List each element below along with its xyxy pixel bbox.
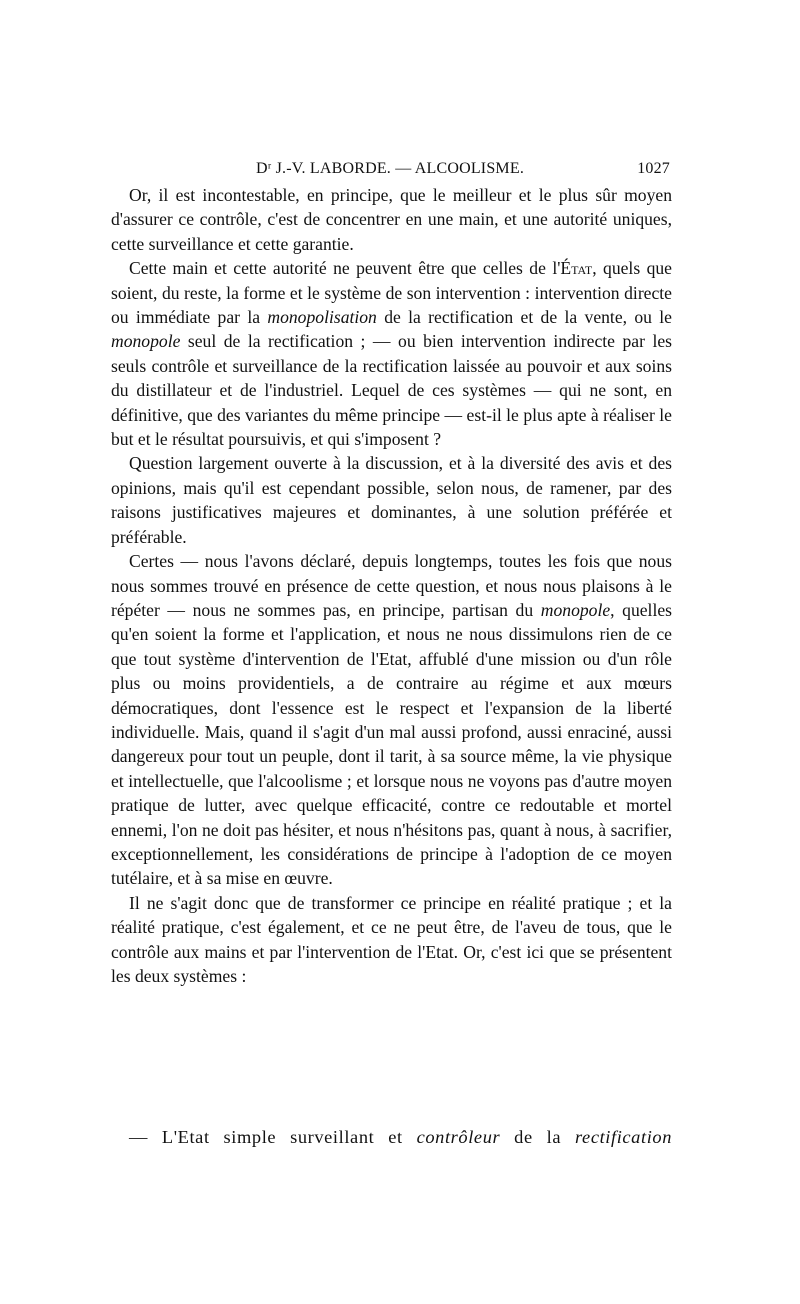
paragraph-2 bbox=[111, 256, 672, 451]
emphasis-monopolisation: monopolisation bbox=[267, 307, 377, 328]
paragraph-4 bbox=[111, 549, 672, 891]
paragraph-2-part-3: de la rectification et de la vente, ou le bbox=[376, 307, 672, 328]
paragraph-2-part-1: Cette main et cette autorité ne peuvent être que celles de l' bbox=[129, 258, 561, 279]
paragraph-4-part-2: , quelles qu'en soient la forme et l'application, et nous ne nous dissimulons rien de ce que tout système d'intervention de l'Etat, affublé d'une mission ou d'un rôle plus ou moins providentiels, a de contraire au régime et aux mœurs démocratiques, dont l'essence est le respect et l'expansion de la liberté individuelle. Mais, quand il s'agit d'un mal aussi profond, aussi enraciné, aussi dangereux pour tout un peuple, dont il tarit, à sa source même, la vie physique et intellectuelle, que l'alcoolisme ; et lorsque nous ne voyons pas d'autre moyen pratique de lutter, avec quelque efficacité, contre ce redoutable et mortel ennemi, l'on ne doit pas hésiter, et nous n'hésitons pas, quant à nous, à sacrifier, exceptionnellement, les considérations de principe à l'adoption de ce moyen tutélaire, et à sa mise en œuvre. bbox=[111, 599, 672, 889]
closing-line bbox=[111, 1124, 672, 1150]
closing-part-1: — L'Etat simple surveillant et bbox=[129, 1127, 417, 1147]
emphasis-controleur: contrôleur bbox=[416, 1127, 501, 1147]
body-text bbox=[111, 183, 672, 988]
paragraph-3: Question largement ouverte à la discussion, et à la diversité des avis et des opinions, mais qu'il est cependant possible, selon nous, de ramener, par des raisons justificatives majeures et dominantes, à une solution préférée et préférable. bbox=[111, 453, 672, 547]
emphasis-monopole-2: monopole bbox=[540, 599, 611, 620]
running-head bbox=[110, 160, 670, 182]
closing-part-2: de la bbox=[500, 1127, 575, 1147]
emphasis-monopole: monopole bbox=[111, 331, 181, 352]
paragraph-4-part-1: Certes — nous l'avons déclaré, depuis longtemps, toutes les fois que nous nous sommes trouvé en présence de cette question, et nous nous plaisons à le répéter — nous ne sommes pas, en principe, partisan du bbox=[111, 551, 672, 620]
paragraph-5: Il ne s'agit donc que de transformer ce principe en réalité pratique ; et la réalité pratique, c'est également, et ce ne peut être, de l'aveu de tous, que le contrôle aux mains et par l'intervention de l'Etat. Or, c'est ici que se présentent les deux systèmes : bbox=[111, 892, 672, 986]
page-number: 1027 bbox=[637, 160, 670, 177]
paragraph-2-part-2: , quels que soient, du reste, la forme et le système de son intervention : intervention directe ou immédiate par la bbox=[111, 258, 672, 328]
paragraph-2-part-4: seul de la rectification ; — ou bien intervention indirecte par les seuls contrôle et surveillance de la rectification laissée au pouvoir et aux soins du distillateur et de l'industriel. Lequel de ces systèmes — qui ne sont, en définitive, que des variantes du même principe — est-il le plus apte à réaliser le but et le résultat poursuivis, et qui s'imposent ? bbox=[111, 331, 672, 450]
emphasis-rectification: rectification bbox=[574, 1127, 672, 1147]
paragraph-1: Or, il est incontestable, en principe, que le meilleur et le plus sûr moyen d'assurer ce contrôle, c'est de concentrer en une main, et une autorité uniques, cette surveillance et cette garantie. bbox=[111, 185, 672, 254]
running-title: Dʳ J.-V. LABORDE. — ALCOOLISME. bbox=[255, 160, 525, 177]
etat-small-caps: État bbox=[560, 258, 593, 279]
